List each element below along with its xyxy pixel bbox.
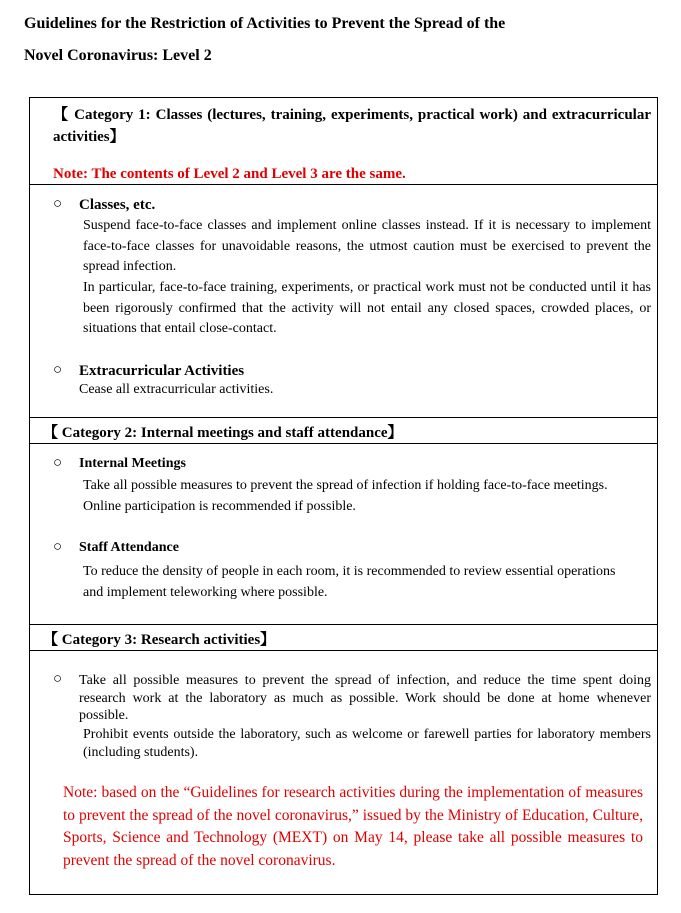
classes-paragraph-1: Suspend face-to-face classes and implement online classes instead. If it is necessary to implement face-to-face classes for unavoidable reasons, the utmost caution must be exercised to prevent the spread infection.: [83, 218, 651, 274]
extracurricular-text: Cease all extracurricular activities.: [79, 382, 274, 397]
internal-meetings-title: Internal Meetings: [79, 456, 186, 471]
document-title-line1: Guidelines for the Restriction of Activities to Prevent the Spread of the: [24, 15, 506, 32]
divider: [30, 184, 657, 185]
circle-bullet-icon: ○: [53, 455, 63, 471]
category-1-note: Note: The contents of Level 2 and Level 3 are the same.: [53, 166, 406, 182]
extracurricular-title: Extracurricular Activities: [79, 363, 245, 379]
research-note: Note: based on the “Guidelines for research activities during the implementation of measures to prevent the spread of the novel coronavirus,” issued by the Ministry of Education, Culture, Sports, Science and Technology (MEXT) on May 14, please take all possible measures to prevent the spread of the novel coronavirus.: [63, 784, 643, 869]
category-1-heading: 【 Category 1: Classes (lectures, training, experiments, practical work) and extracurricular activities】: [53, 107, 651, 145]
research-paragraph-1-text: Take all possible measures to prevent the spread of infection, and reduce the time spent doing research work at the laboratory as much as possible. Work should be done at home whenever possible.: [79, 673, 651, 723]
divider: [30, 443, 657, 444]
category-3-heading: 【 Category 3: Research activities】: [43, 632, 276, 648]
circle-bullet-icon: ○: [53, 362, 63, 378]
research-paragraph-2: Prohibit events outside the laboratory, such as welcome or farewell parties for laboratory members (including students).: [83, 727, 651, 760]
divider: [30, 417, 657, 418]
internal-meetings-text: Take all possible measures to prevent the spread of infection if holding face-to-face meetings. Online participation is recommended if possible.: [83, 478, 608, 514]
circle-bullet-icon: ○: [53, 671, 63, 687]
circle-bullet-icon: ○: [53, 196, 63, 212]
divider: [30, 650, 657, 651]
category-2-heading: 【 Category 2: Internal meetings and staff attendance】: [43, 425, 403, 441]
research-paragraph-1: [79, 672, 651, 725]
staff-attendance-text: To reduce the density of people in each room, it is recommended to review essential operations and implement teleworking where possible.: [83, 564, 616, 600]
circle-bullet-icon: ○: [53, 539, 63, 555]
guidelines-table: [29, 97, 658, 895]
document-title-line2: Novel Coronavirus: Level 2: [24, 47, 212, 64]
classes-title: Classes, etc.: [79, 197, 156, 213]
staff-attendance-title: Staff Attendance: [79, 540, 179, 555]
divider: [30, 624, 657, 625]
classes-paragraph-2: In particular, face-to-face training, experiments, or practical work must not be conducted until it has been rigorously confirmed that the activity will not entail any closed spaces, crowded places, or situations that entail close-contact.: [83, 280, 651, 336]
